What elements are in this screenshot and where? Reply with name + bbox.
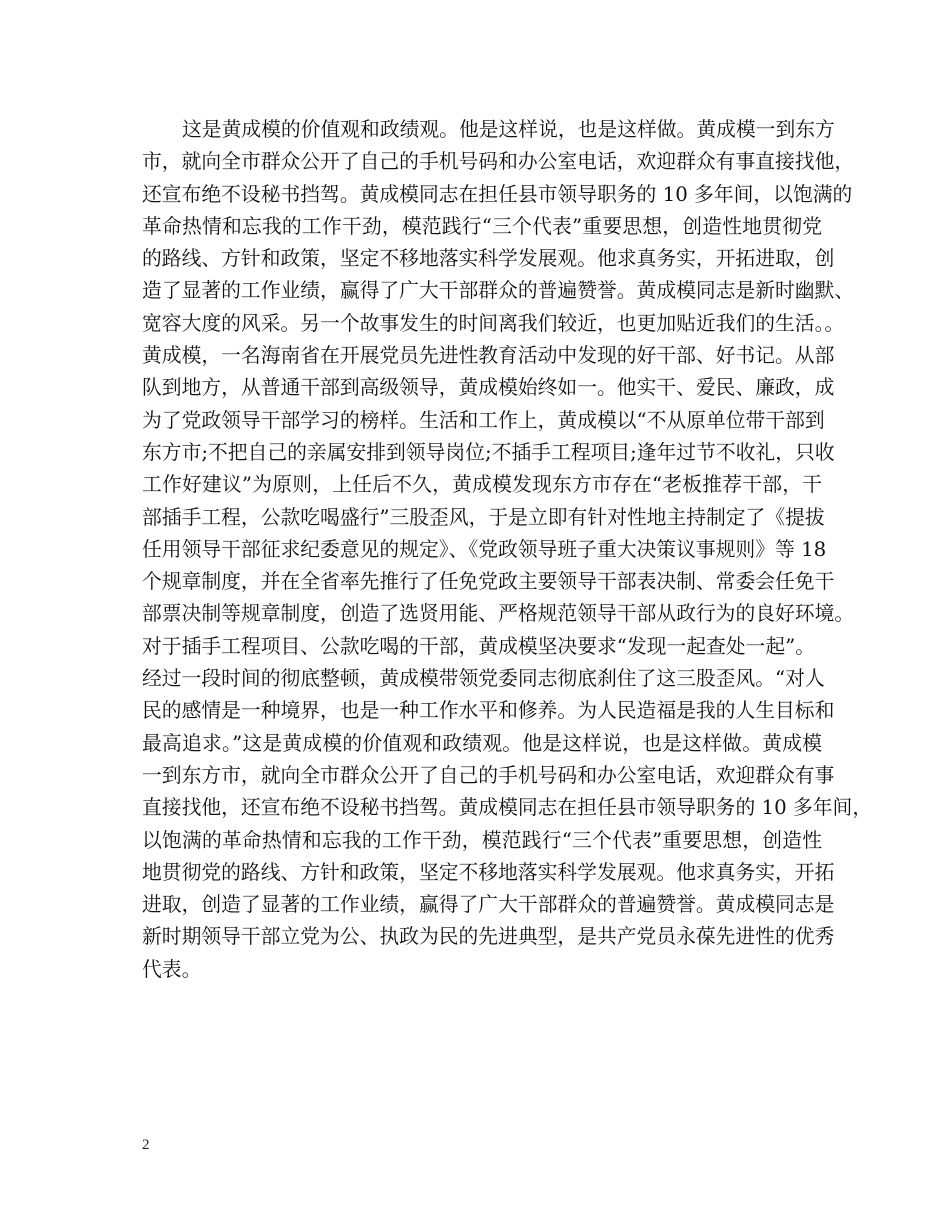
- paragraph-line: 造了显著的工作业绩，赢得了广大干部群众的普遍赞誉。黄成模同志是新时幽默、: [142, 279, 855, 303]
- paragraph-line: 最高追求。”这是黄成模的价值观和政绩观。他是这样说，也是这样做。黄成模: [142, 731, 822, 755]
- paragraph-line: 直接找他，还宣布绝不设秘书挡驾。黄成模同志在担任县市领导职务的 10 多年间，: [142, 796, 873, 820]
- paragraph-line: 个规章制度，并在全省率先推行了任免党政主要领导干部表决制、常委会任免干: [142, 570, 835, 594]
- paragraph-line: 还宣布绝不设秘书挡驾。黄成模同志在担任县市领导职务的 10 多年间，以饱满的: [142, 182, 853, 206]
- paragraph-line: 部插手工程，公款吃喝盛行”三股歪风，于是立即有针对性地主持制定了《提拔: [142, 505, 825, 529]
- paragraph-line: 为了党政领导干部学习的榜样。生活和工作上，黄成模以“不从原单位带干部到: [142, 408, 825, 432]
- paragraph-line: 任用领导干部征求纪委意见的规定》、《党政领导班子重大决策议事规则》等 18: [142, 537, 827, 561]
- paragraph-line: 黄成模，一名海南省在开展党员先进性教育活动中发现的好干部、好书记。从部: [142, 344, 835, 368]
- paragraph-line: 东方市;不把自己的亲属安排到领导岗位;不插手工程项目;逢年过节不收礼，只收: [142, 440, 835, 464]
- paragraph-line: 以饱满的革命热情和忘我的工作干劲，模范践行“三个代表”重要思想，创造性: [142, 828, 822, 852]
- paragraph-line: 的路线、方针和政策，坚定不移地落实科学发展观。他求真务实，开拓进取，创: [142, 247, 835, 271]
- paragraph-line: 这是黄成模的价值观和政绩观。他是这样说，也是这样做。黄成模一到东方: [182, 118, 835, 141]
- paragraph-line: 工作好建议”为原则，上任后不久，黄成模发现东方市存在“老板推荐干部，干: [142, 473, 822, 497]
- paragraph-line: 新时期领导干部立党为公、执政为民的先进典型，是共产党员永葆先进性的优秀: [142, 925, 835, 949]
- paragraph-line: 地贯彻党的路线、方针和政策，坚定不移地落实科学发展观。他求真务实，开拓: [142, 860, 835, 884]
- paragraph-line: 一到东方市，就向全市群众公开了自己的手机号码和办公室电话，欢迎群众有事: [142, 763, 835, 787]
- paragraph-line: 宽容大度的风采。另一个故事发生的时间离我们较近，也更加贴近我们的生活。。: [142, 311, 845, 335]
- paragraph-line: 部票决制等规章制度，创造了选贤用能、严格规范领导干部从政行为的良好环境。: [142, 602, 855, 626]
- paragraph-line: 经过一段时间的彻底整顿，黄成模带领党委同志彻底刹住了这三股歪风。“对人: [142, 667, 825, 691]
- paragraph-line: 队到地方，从普通干部到高级领导，黄成模始终如一。他实干、爱民、廉政，成: [142, 376, 835, 400]
- paragraph-line-last: 代表。: [142, 957, 202, 981]
- paragraph-line: 革命热情和忘我的工作干劲，模范践行“三个代表”重要思想，创造性地贯彻党: [142, 214, 822, 238]
- document-body: [142, 114, 873, 986]
- page-number: 2: [142, 1137, 150, 1153]
- paragraph-line: 市，就向全市群众公开了自己的手机号码和办公室电话，欢迎群众有事直接找他，: [142, 150, 855, 174]
- paragraph-line: 对于插手工程项目、公款吃喝的干部，黄成模坚决要求“发现一起查处一起”。: [142, 634, 816, 658]
- paragraph-line: 民的感情是一种境界，也是一种工作水平和修养。为人民造福是我的人生目标和: [142, 699, 835, 723]
- paragraph-line: 进取，创造了显著的工作业绩，赢得了广大干部群众的普遍赞誉。黄成模同志是: [142, 893, 835, 917]
